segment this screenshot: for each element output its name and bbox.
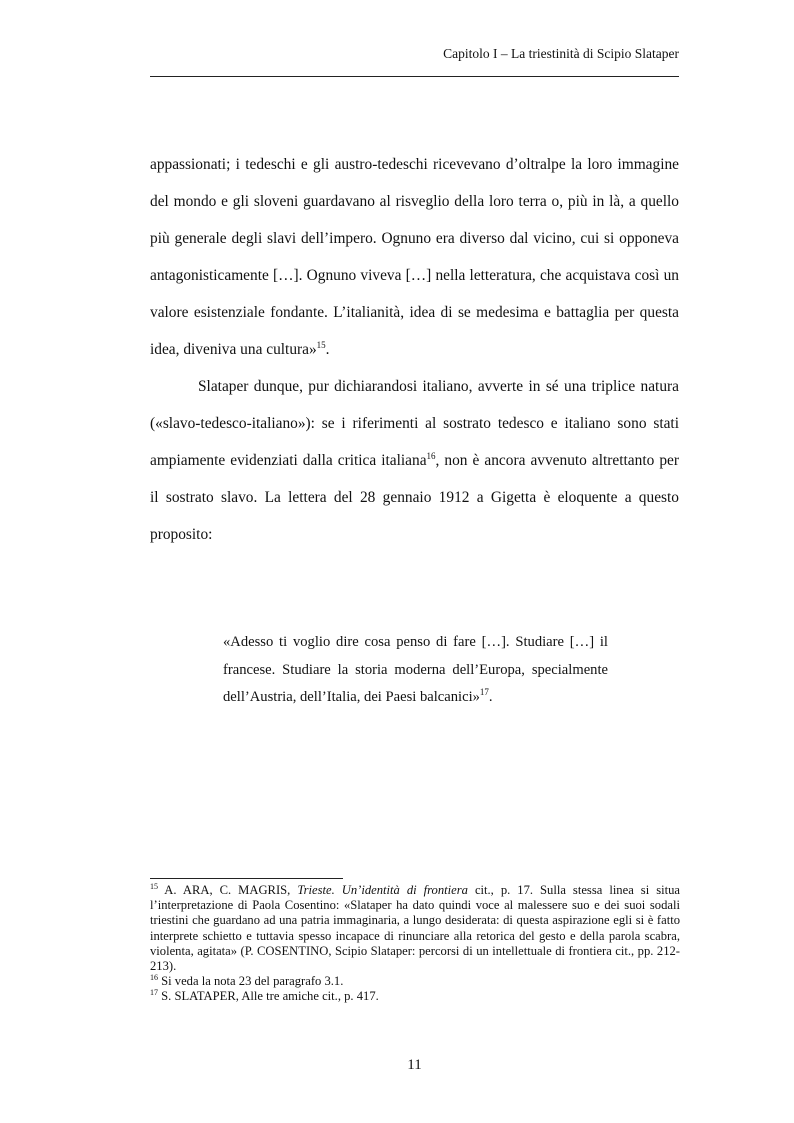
running-header (150, 45, 679, 63)
footnote-15-before: A. ARA, C. MAGRIS, (158, 883, 298, 897)
paragraph-1-text: appassionati; i tedeschi e gli austro-tedeschi ricevevano d’oltralpe la loro immagine del mondo e gli sloveni guardavano al risveglio della loro terra o, più in là, a quello più generale degli slavi dell’impero. Ognuno era diverso dal vicino, cui si opponeva antagonisticamente […]. Ognuno viveva […] nella letteratura, che acquistava così un valore esistenziale fondante. L’italianità, idea di se medesima e battaglia per questa idea, diveniva una cultura» (150, 156, 679, 358)
footnote-17 (150, 989, 680, 1004)
footnote-15 (150, 883, 680, 974)
footnotes (150, 883, 680, 1005)
footnote-rule (150, 878, 343, 879)
paragraph-continuation (150, 146, 679, 368)
footnote-15-title: Trieste. Un’identità di frontiera (297, 883, 468, 897)
footnote-16-text: Si veda la nota 23 del paragrafo 3.1. (158, 974, 344, 989)
footnote-15-after: cit., p. 17. Sulla stessa linea si situa l’interpretazione di Paola Cosentino: «Slataper ha dato quindi voce al malessere suo e dei suoi sodali triestini che guardano ad una patria immaginaria, a lungo desiderata: di questa aspirazione egli si è fatto interprete schietto e tuttavia spesso incapace di rinunciare alla retorica del gesto e della parola scabra, violenta, agitata» (P. COSENTINO, Scipio Slataper: percorsi di un intellettuale di frontiera cit., pp. 212-213). (150, 883, 680, 974)
footnote-ref-17[interactable]: 17 (479, 687, 489, 698)
running-title: Capitolo I – La triestinità di Scipio Slataper (443, 46, 679, 61)
footnote-ref-16[interactable]: 16 (426, 450, 436, 461)
header-rule (150, 76, 679, 77)
quote-end: . (488, 689, 493, 705)
main-body (150, 146, 679, 553)
paragraph-1-end: . (325, 341, 330, 358)
paragraph-slataper (150, 368, 679, 553)
page-number: 11 (407, 1057, 422, 1073)
footnote-17-number: 17 (150, 988, 158, 998)
footnote-ref-15[interactable]: 15 (316, 339, 326, 350)
footnote-16 (150, 974, 680, 989)
block-quote (223, 629, 608, 712)
footnote-15-number: 15 (150, 881, 158, 891)
footnote-16-number: 16 (150, 973, 158, 983)
paragraph-2-text-b: , non è ancora avvenuto altrettanto per il sostrato slavo. La lettera del 28 gennaio 1912 a Gigetta è eloquente a questo proposito: (150, 452, 679, 543)
paragraph-2-text-a: Slataper dunque, pur dichiarandosi italiano, avverte in sé una triplice natura («slavo-tedesco-italiano»): se i riferimenti al sostrato tedesco e italiano sono stati ampiamente evidenziati dalla critica italiana (150, 378, 679, 469)
quote-text: «Adesso ti voglio dire cosa penso di fare […]. Studiare […] il francese. Studiare la storia moderna dell’Europa, specialmente dell’Austria, dell’Italia, dei Paesi balcanici» (223, 634, 608, 705)
footnote-17-text: S. SLATAPER, Alle tre amiche cit., p. 417. (158, 989, 379, 1004)
